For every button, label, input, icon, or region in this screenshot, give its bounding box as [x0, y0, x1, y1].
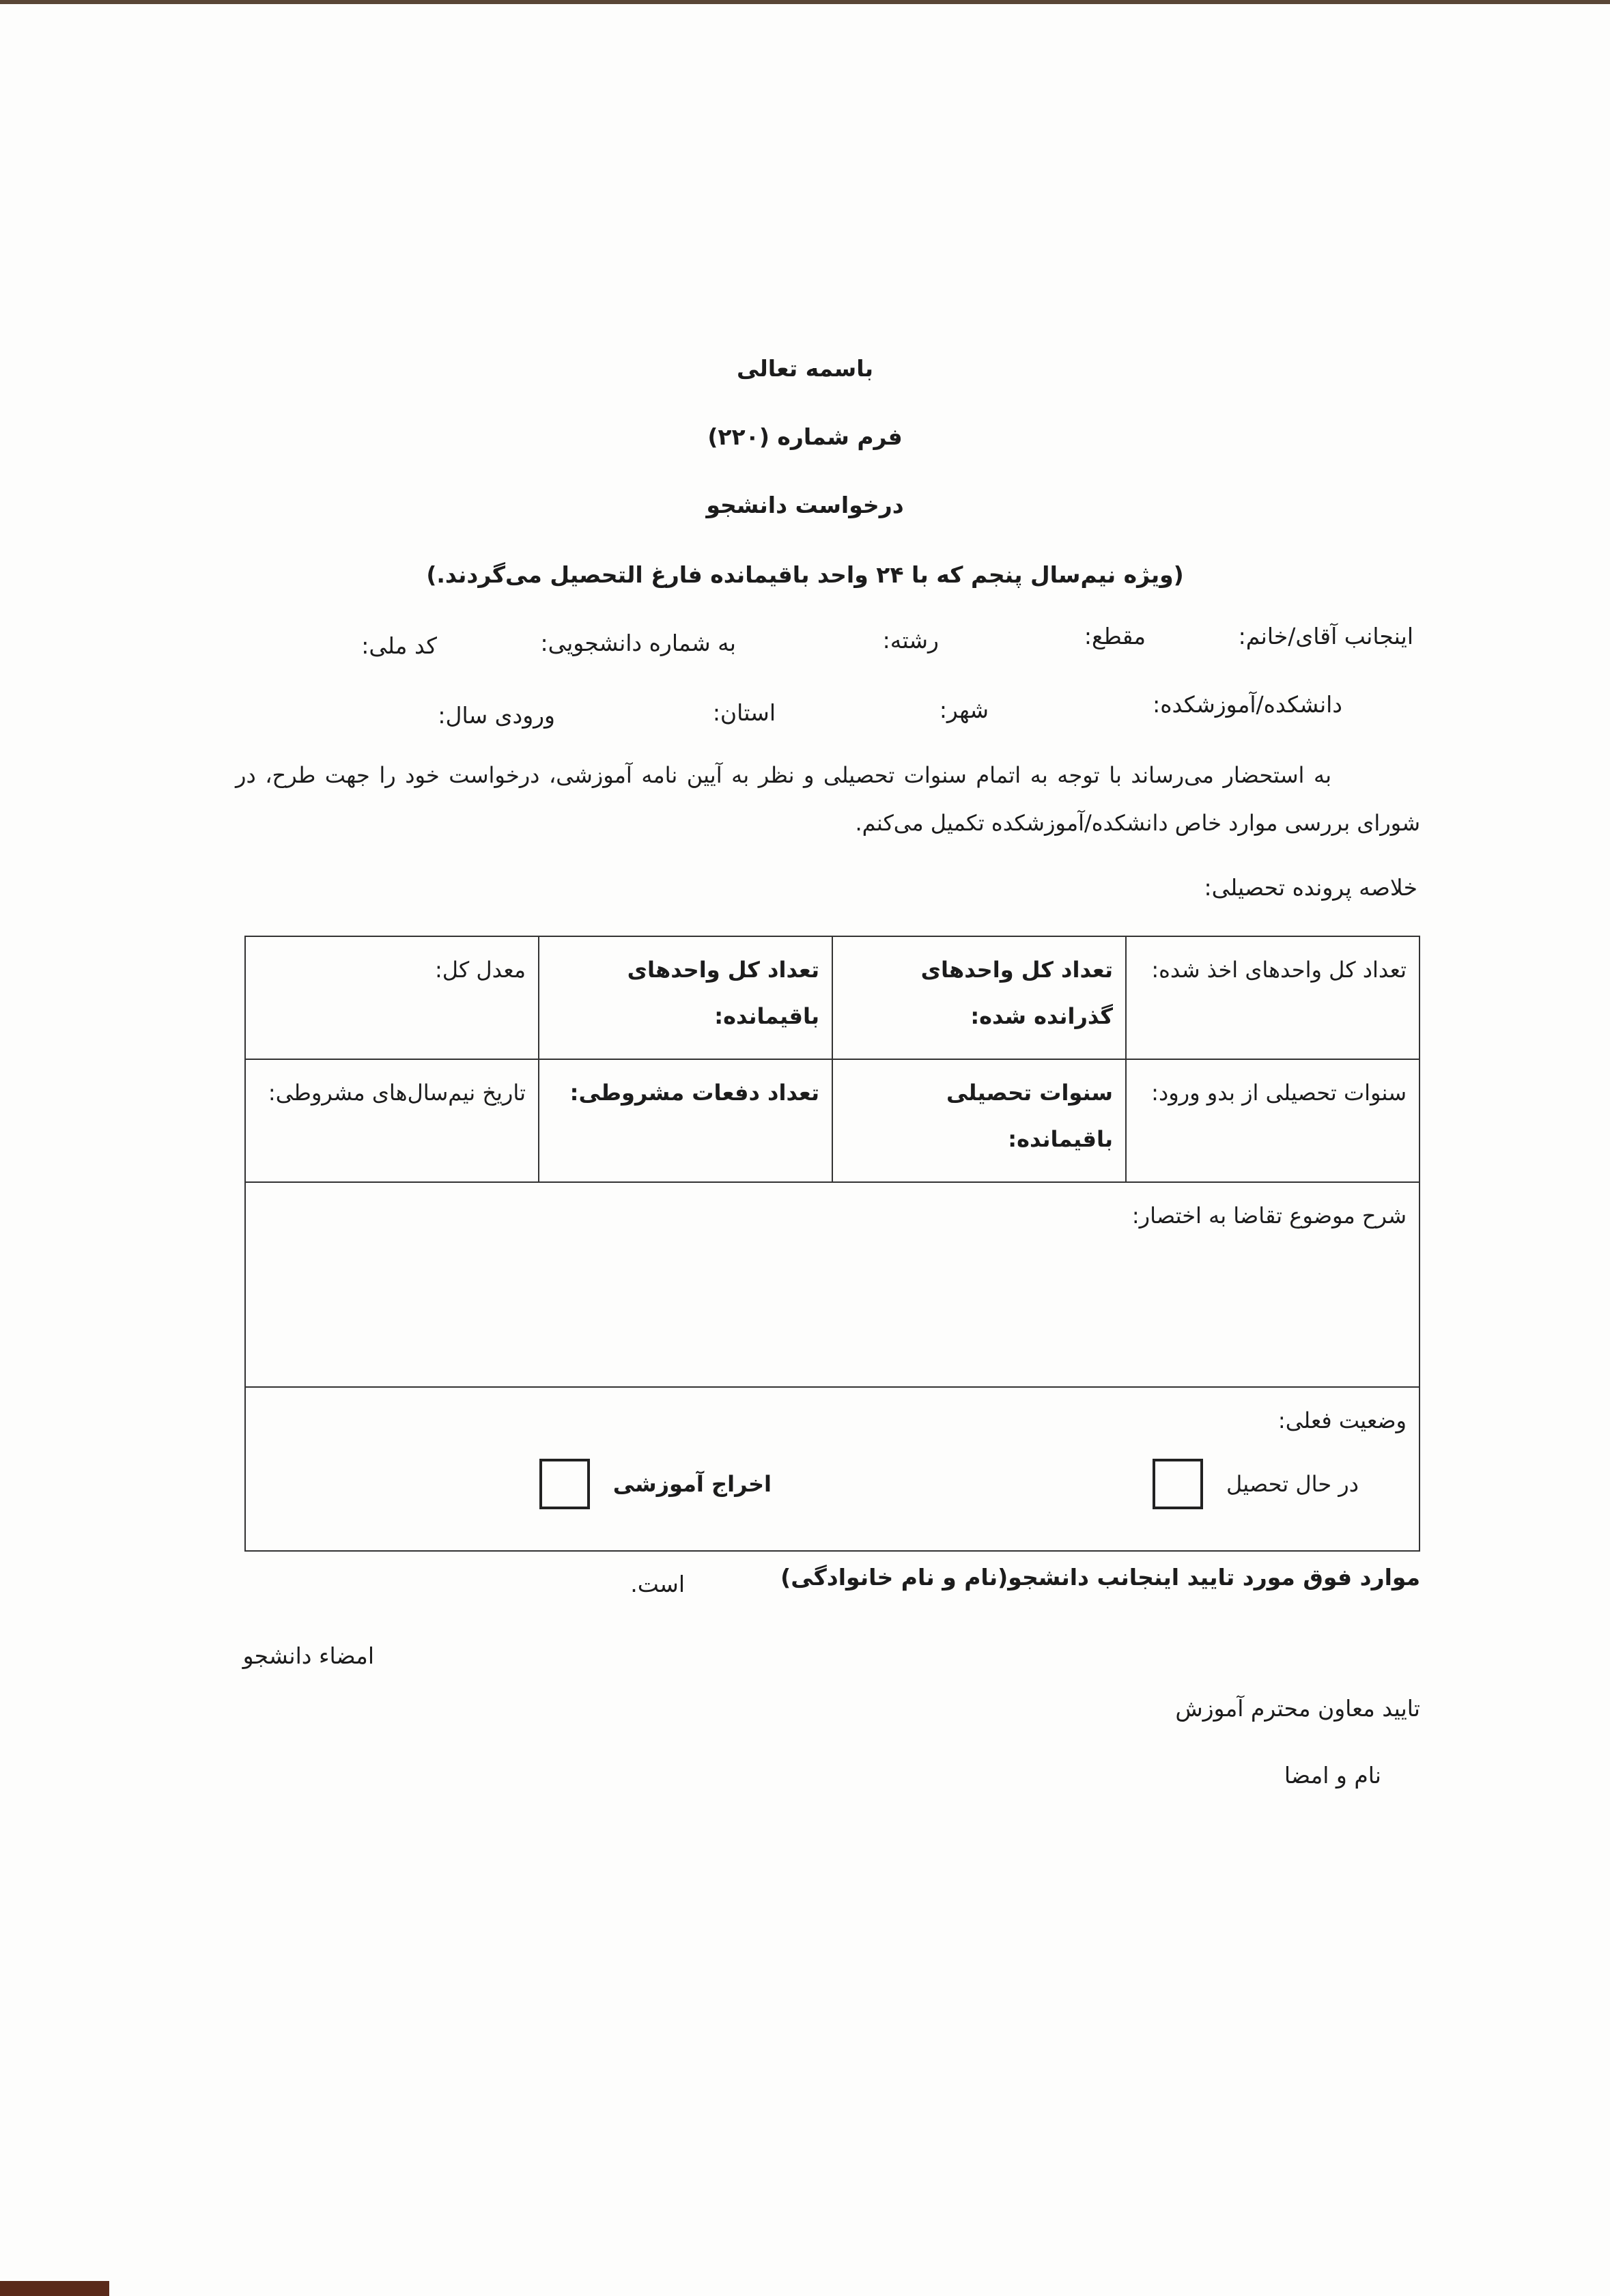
table-row	[245, 1387, 1420, 1551]
form-number: فرم شماره (۲۲۰)	[707, 423, 903, 450]
request-description-cell	[245, 1182, 1420, 1387]
current-status-label: وضعیت فعلی:	[1277, 1408, 1407, 1433]
student-signature-label: امضاء دانشجو	[242, 1642, 374, 1669]
probation-dates-cell: تاریخ نیم‌سال‌های مشروطی:	[245, 1059, 539, 1182]
major-label: رشته:	[882, 627, 939, 654]
footer-logo-strip	[0, 2281, 109, 2296]
province-label: استان:	[712, 699, 776, 726]
summary-title: خلاصه پرونده تحصیلی:	[1204, 874, 1417, 901]
request-description-label: شرح موضوع تقاضا به اختصار:	[1131, 1203, 1407, 1229]
table-row	[245, 1182, 1420, 1387]
form-subtitle: (ویژه نیم‌سال پنجم که با ۲۴ واحد باقیمانده فارغ التحصیل می‌گردند.)	[426, 561, 1184, 588]
status-option-expelled[interactable]	[539, 1459, 772, 1509]
remaining-years-cell: سنوات تحصیلی باقیمانده:	[832, 1059, 1126, 1182]
gpa-cell: معدل کل:	[245, 936, 539, 1059]
request-paragraph: به استحضار می‌رساند با توجه به اتمام سنوات تحصیلی و نظر به آیین نامه آموزشی، درخواست خود را جهت طرح، در شورای بررسی موارد خاص دانشکده/آموزشکده تکمیل می‌کنم.	[236, 762, 1420, 836]
scan-top-edge	[0, 0, 1610, 4]
total-units-remaining-cell: تعداد کل واحدهای باقیمانده:	[539, 936, 832, 1059]
faculty-label: دانشکده/آموزشکده:	[1153, 691, 1342, 718]
table-row	[245, 1059, 1420, 1182]
name-label: اینجانب آقای/خانم:	[1238, 623, 1413, 649]
total-units-passed-cell: تعداد کل واحدهای گذرانده شده:	[832, 936, 1126, 1059]
checkbox[interactable]	[1153, 1459, 1203, 1509]
table-row	[245, 936, 1420, 1059]
total-units-taken-cell: تعداد کل واحدهای اخذ شده:	[1126, 936, 1420, 1059]
current-status-cell	[245, 1387, 1420, 1551]
degree-label: مقطع:	[1084, 623, 1146, 649]
status-option-label: در حال تحصیل	[1226, 1471, 1359, 1497]
status-option-label: اخراج آموزشی	[612, 1471, 772, 1497]
academic-summary-table	[244, 936, 1420, 1552]
approval-title: تایید معاون محترم آموزش	[1175, 1695, 1420, 1722]
entry-year-label: ورودی سال:	[438, 702, 555, 729]
student-number-label: به شماره دانشجویی:	[540, 630, 736, 656]
national-code-label: کد ملی:	[361, 632, 437, 659]
probation-count-cell: تعداد دفعات مشروطی:	[539, 1059, 832, 1182]
form-title: درخواست دانشجو	[706, 492, 904, 518]
status-option-studying[interactable]	[1153, 1459, 1359, 1509]
checkbox[interactable]	[539, 1459, 590, 1509]
confirmation-text: موارد فوق مورد تایید اینجانب دانشجو(نام و نام خانوادگی)	[780, 1564, 1420, 1591]
confirmation-end: است.	[630, 1571, 685, 1597]
basmala: باسمه تعالی	[736, 355, 874, 382]
approval-name-sign: نام و امضا	[1284, 1762, 1381, 1789]
years-since-entry-cell: سنوات تحصیلی از بدو ورود:	[1126, 1059, 1420, 1182]
city-label: شهر:	[939, 697, 989, 723]
